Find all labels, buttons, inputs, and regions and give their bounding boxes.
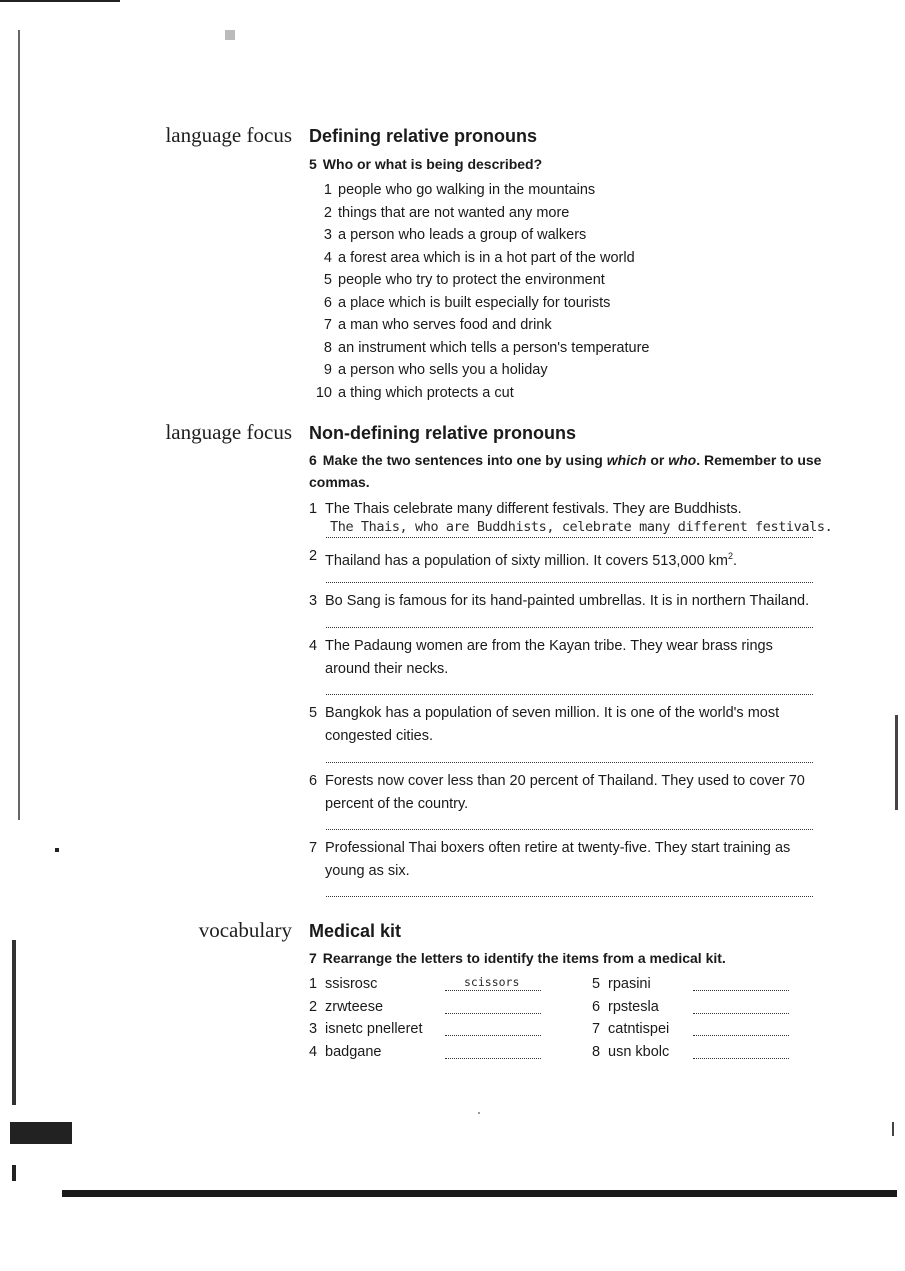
scan-left-edge-mark bbox=[18, 30, 20, 820]
anagram-word: badgane bbox=[325, 1044, 382, 1060]
item-text: a person who leads a group of walkers bbox=[338, 227, 587, 243]
instruction-text: or bbox=[650, 452, 665, 468]
anagram-word: usn kbolc bbox=[608, 1044, 670, 1060]
anagram-word: zrwteese bbox=[325, 999, 384, 1015]
anagram-word: isnetc pnelleret bbox=[325, 1021, 423, 1037]
item-number: 6 bbox=[323, 295, 332, 311]
list-item bbox=[310, 362, 548, 378]
answer-line[interactable] bbox=[326, 627, 813, 628]
answer-line[interactable] bbox=[326, 829, 813, 830]
scan-speck bbox=[225, 30, 235, 40]
item-number: 2 bbox=[323, 205, 332, 221]
handwritten-example-answer: The Thais, who are Buddhists, celebrate many different festivals. bbox=[330, 519, 833, 535]
item-number: 5 bbox=[592, 976, 601, 992]
item-number: 2 bbox=[309, 548, 318, 564]
item-text: Professional Thai boxers often retire at twenty-five. They start training as young as six. bbox=[325, 840, 791, 879]
superscript: 2 bbox=[728, 551, 734, 561]
item-text: a person who sells you a holiday bbox=[338, 362, 548, 378]
item-text: a man who serves food and drink bbox=[338, 317, 552, 333]
anagram-item bbox=[592, 976, 651, 992]
section-heading-medical-kit: Medical kit bbox=[309, 921, 402, 941]
exercise-number: 7 bbox=[309, 950, 317, 966]
instruction-text: Who or what is being described? bbox=[322, 156, 543, 172]
answer-line[interactable] bbox=[445, 1035, 541, 1036]
item-number: 4 bbox=[323, 250, 332, 266]
exercise-5-instruction bbox=[309, 153, 542, 175]
anagram-item bbox=[309, 976, 377, 992]
answer-line[interactable] bbox=[445, 990, 541, 991]
item-number: 5 bbox=[323, 272, 332, 288]
exercise-6-instruction bbox=[309, 449, 839, 493]
anagram-item bbox=[309, 1021, 423, 1037]
item-number: 1 bbox=[323, 182, 332, 198]
anagram-item bbox=[592, 1021, 669, 1037]
item-number: 4 bbox=[309, 638, 318, 654]
exercise-7-instruction bbox=[309, 947, 726, 969]
question-item bbox=[309, 590, 849, 613]
section-heading-non-defining-relative-pronouns: Non-defining relative pronouns bbox=[309, 423, 577, 443]
section-label-vocabulary: vocabulary bbox=[198, 918, 292, 942]
item-text: Bo Sang is famous for its hand-painted umbrellas. It is in northern Thailand. bbox=[325, 593, 810, 609]
answer-line[interactable] bbox=[326, 694, 813, 695]
list-item bbox=[310, 385, 514, 401]
item-text: things that are not wanted any more bbox=[338, 205, 570, 221]
answer-line[interactable] bbox=[693, 1035, 789, 1036]
section-heading-defining-relative-pronouns: Defining relative pronouns bbox=[309, 126, 538, 146]
scan-left-edge-mark bbox=[12, 940, 16, 1105]
answer-line[interactable] bbox=[326, 537, 813, 538]
scan-speck bbox=[55, 848, 59, 852]
list-item bbox=[310, 272, 605, 288]
handwritten-answer: scissors bbox=[464, 975, 520, 989]
instruction-text: Rearrange the letters to identify the items from a medical kit. bbox=[322, 950, 726, 966]
question-item bbox=[309, 635, 809, 680]
list-item bbox=[310, 227, 586, 243]
section-label-language-focus: language focus bbox=[165, 123, 292, 147]
item-number: 5 bbox=[309, 705, 318, 721]
question-item bbox=[309, 545, 849, 572]
item-number: 4 bbox=[309, 1044, 318, 1060]
page-bottom-rule bbox=[62, 1190, 897, 1197]
anagram-word: rpasini bbox=[608, 976, 651, 992]
anagram-word: rpstesla bbox=[608, 999, 659, 1015]
scan-top-rule bbox=[0, 0, 120, 2]
question-item bbox=[309, 837, 829, 882]
item-text: The Padaung women are from the Kayan tribe. They wear brass rings around their necks. bbox=[325, 638, 773, 677]
item-number: 10 bbox=[315, 385, 332, 401]
item-text: Forests now cover less than 20 percent of Thailand. They used to cover 70 percent of the country. bbox=[325, 773, 805, 812]
answer-line[interactable] bbox=[326, 896, 813, 897]
scan-left-edge-blot bbox=[10, 1122, 72, 1144]
item-number: 8 bbox=[592, 1044, 601, 1060]
list-item bbox=[310, 205, 569, 221]
item-text: Bangkok has a population of seven million. It is one of the world's most congested cities. bbox=[325, 705, 780, 744]
item-number: 1 bbox=[309, 501, 318, 517]
anagram-item bbox=[309, 999, 383, 1015]
question-item bbox=[309, 702, 824, 747]
item-text: people who go walking in the mountains bbox=[338, 182, 596, 198]
item-number: 1 bbox=[309, 976, 318, 992]
scan-left-edge-mark bbox=[12, 1165, 16, 1181]
item-number: 8 bbox=[323, 340, 332, 356]
anagram-word: catntispei bbox=[608, 1021, 670, 1037]
instruction-text: Make the two sentences into one by using bbox=[322, 452, 603, 468]
question-item bbox=[309, 770, 839, 815]
answer-line[interactable] bbox=[693, 1058, 789, 1059]
item-text: a forest area which is in a hot part of the world bbox=[338, 250, 635, 266]
item-number: 7 bbox=[323, 317, 332, 333]
exercise-number: 6 bbox=[309, 452, 317, 468]
question-item bbox=[309, 498, 849, 521]
section-label-language-focus: language focus bbox=[165, 420, 292, 444]
item-number: 6 bbox=[309, 773, 318, 789]
item-text: The Thais celebrate many different festivals. They are Buddhists. bbox=[325, 501, 742, 517]
item-number: 6 bbox=[592, 999, 601, 1015]
item-number: 7 bbox=[309, 840, 318, 856]
answer-line[interactable] bbox=[445, 1058, 541, 1059]
item-number: 9 bbox=[323, 362, 332, 378]
scan-speck bbox=[478, 1112, 480, 1114]
item-text: people who try to protect the environment bbox=[338, 272, 605, 288]
instruction-keyword-which: which bbox=[606, 452, 647, 468]
answer-line[interactable] bbox=[326, 762, 813, 763]
item-text: Thailand has a population of sixty million. It covers 513,000 km bbox=[325, 552, 728, 569]
answer-line[interactable] bbox=[326, 582, 813, 583]
scan-right-edge-mark bbox=[892, 1122, 894, 1136]
item-text: an instrument which tells a person's temperature bbox=[338, 340, 650, 356]
item-text: a place which is built especially for tourists bbox=[338, 295, 611, 311]
list-item bbox=[310, 295, 610, 311]
instruction-keyword-who: who bbox=[668, 452, 697, 468]
item-number: 2 bbox=[309, 999, 318, 1015]
answer-line[interactable] bbox=[693, 990, 789, 991]
anagram-item bbox=[592, 1044, 669, 1060]
scan-right-edge-mark bbox=[895, 715, 898, 810]
list-item bbox=[310, 340, 649, 356]
exercise-number: 5 bbox=[309, 156, 317, 172]
item-number: 7 bbox=[592, 1021, 601, 1037]
anagram-word: ssisrosc bbox=[325, 976, 378, 992]
anagram-item bbox=[309, 1044, 381, 1060]
answer-line[interactable] bbox=[445, 1013, 541, 1014]
list-item bbox=[310, 317, 552, 333]
item-text bbox=[325, 545, 849, 572]
anagram-item bbox=[592, 999, 659, 1015]
list-item bbox=[310, 250, 635, 266]
list-item bbox=[310, 182, 595, 198]
item-number: 3 bbox=[309, 1021, 318, 1037]
item-text-end: . bbox=[733, 552, 738, 569]
instruction-text: . Remember to use commas. bbox=[309, 452, 822, 490]
item-number: 3 bbox=[323, 227, 332, 243]
item-text: a thing which protects a cut bbox=[338, 385, 514, 401]
item-number: 3 bbox=[309, 593, 318, 609]
answer-line[interactable] bbox=[693, 1013, 789, 1014]
